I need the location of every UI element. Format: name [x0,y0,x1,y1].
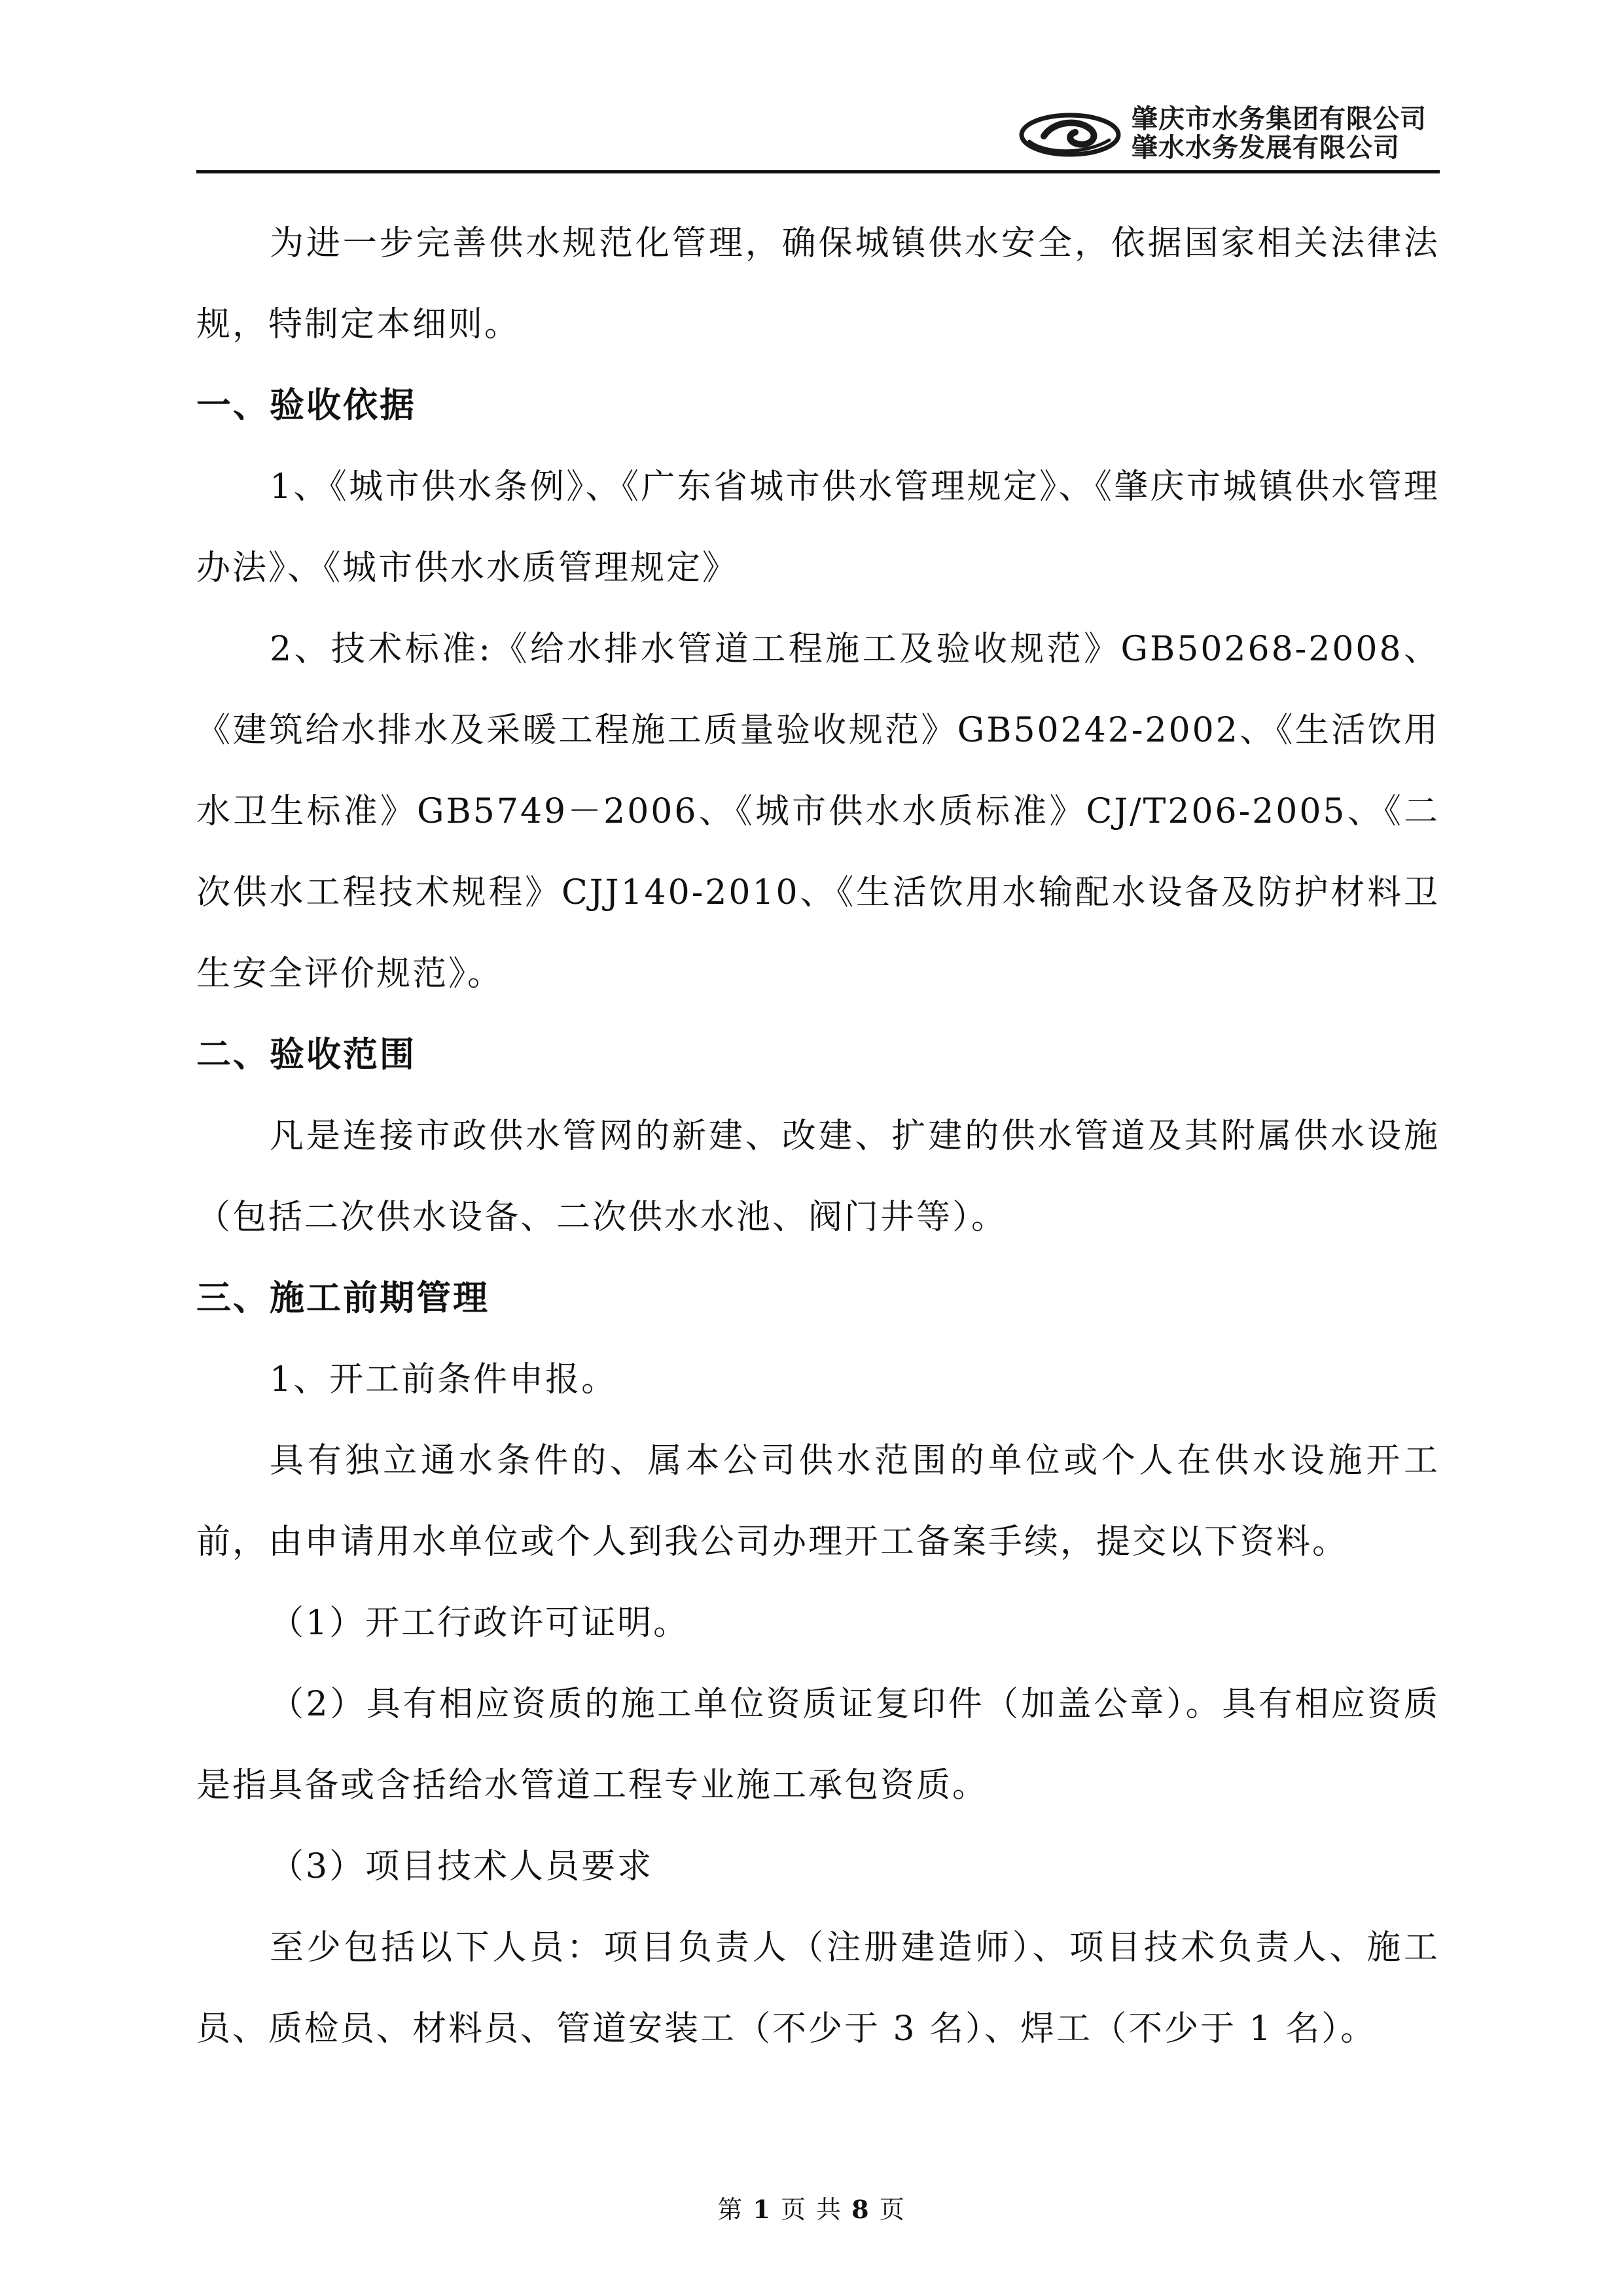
company-name-secondary: 肇水水务发展有限公司 [1132,133,1400,163]
paragraph-item-1: （1）开工行政许可证明。 [270,1604,690,1643]
company-name-primary: 肇庆市水务集团有限公司 [1132,104,1427,134]
section-heading-acceptance-basis: 一、验收依据 [196,386,416,425]
page-number-total: 8 [851,2195,870,2224]
company-names [1132,105,1427,162]
paragraph-pre-start-declaration: 1、开工前条件申报。 [270,1360,618,1399]
section-heading-pre-construction: 三、施工前期管理 [196,1278,490,1318]
paragraph-item-3: （3）项目技术人员要求 [270,1847,654,1886]
paragraph-item-2: （2）具有相应资质的施工单位资质证复印件（加盖公章）。具有相应资质是指具备或含括给水管道工程专业施工承包资质。 [196,1685,1440,1805]
page-number-current: 1 [753,2195,772,2224]
intro-paragraph: 为进一步完善供水规范化管理，确保城镇供水安全，依据国家相关法律法规，特制定本细则。 [196,224,1440,344]
company-logo [1018,103,1427,164]
section-heading-acceptance-scope: 二、验收范围 [196,1035,416,1075]
document-body [196,203,1440,2070]
page-number-middle: 页 共 [780,2195,843,2224]
page-number [0,2189,1623,2225]
page-header [196,98,1440,173]
paragraph-technical-standards: 2、技术标准:《给水排水管道工程施工及验收规范》GB50268-2008、《建筑给水排水及采暖工程施工质量验收规范》GB50242-2002、《生活饮用水卫生标准》GB5749－2006、《城市供水水质标准》CJ/T206-2005、《二次供水工程技术规程》CJJ140-2010、《生活饮用水输配水设备及防护材料卫生安全评价规范》。 [196,630,1440,994]
page-number-suffix: 页 [879,2195,906,2224]
paragraph-regulations: 1、《城市供水条例》、《广东省城市供水管理规定》、《肇庆市城镇供水管理办法》、《城市供水水质管理规定》 [196,467,1440,588]
page-number-prefix: 第 [717,2195,744,2224]
paragraph-filing-requirements: 具有独立通水条件的、属本公司供水范围的单位或个人在供水设施开工前，由申请用水单位或个人到我公司办理开工备案手续，提交以下资料。 [196,1441,1440,1562]
paragraph-scope: 凡是连接市政供水管网的新建、改建、扩建的供水管道及其附属供水设施（包括二次供水设备、二次供水水池、阀门井等）。 [196,1117,1440,1237]
paragraph-personnel: 至少包括以下人员：项目负责人（注册建造师）、项目技术负责人、施工员、质检员、材料员、管道安装工（不少于 3 名）、焊工（不少于 1 名）。 [196,1928,1440,2049]
water-swirl-logo-icon [1018,107,1122,160]
